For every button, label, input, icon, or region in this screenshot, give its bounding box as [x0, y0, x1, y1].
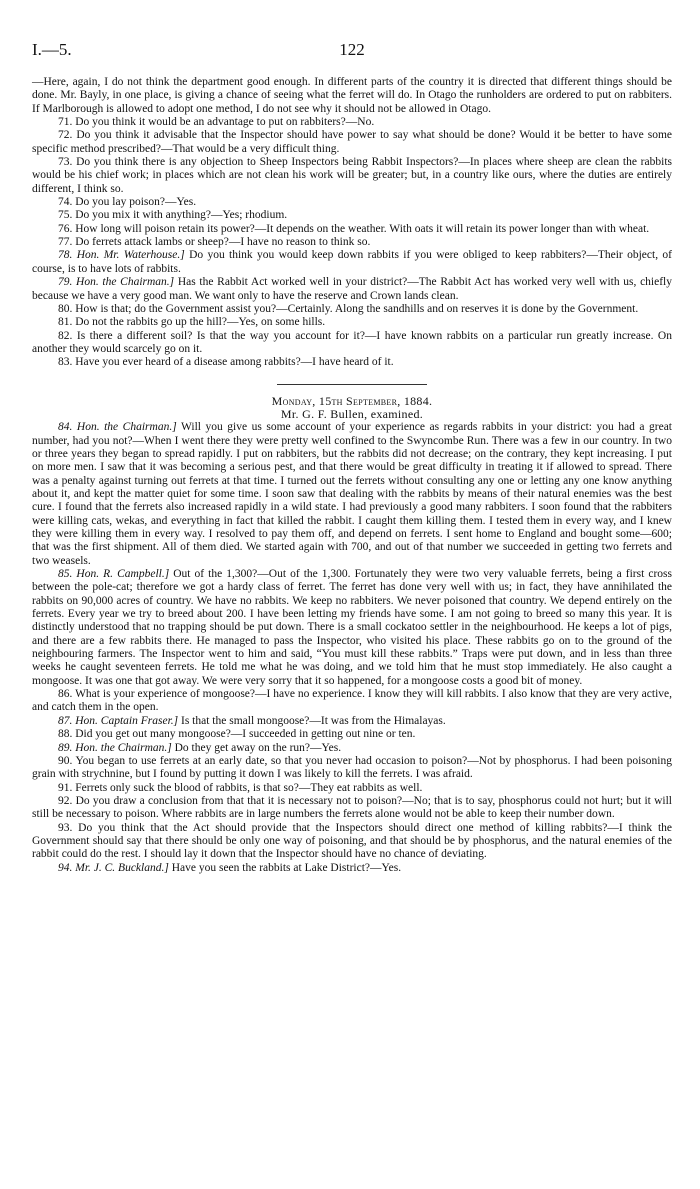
paragraph-text: 76. How long will poison retain its power?—It depends on the weather. With oats it will retain its power longer than with wheat.	[58, 222, 650, 235]
question-paragraph	[32, 196, 672, 209]
question-paragraph	[32, 688, 672, 715]
question-paragraph	[32, 76, 672, 116]
paragraph-text: 92. Do you draw a conclusion from that that it is necessary not to poison?—No; that is to say, phosphorus could not hurt; but it will still be necessary to poison. Where rabbits are in large numbers the ferrets alone would not be able to keep their number down.	[32, 794, 672, 821]
question-paragraph	[32, 862, 672, 875]
paragraph-text: Will you give us some account of your experience as regards rabbits in your district: you had a great number, had you not?—When I went there they were pretty well confined to the Swyncombe Run. There was a few in our country. In two or three years they began to spread rapidly. I put on rabbiters, but the rabbits did not decrease; on the contrary, they kept increasing. I put on more men. I saw that it was becoming a serious pest, and that there would be great difficulty in treating it if allowed to spread. There was a penalty against turning out ferrets at that time. I turned out the ferrets without consulting any one or letting any one know anything about it, and kept the matter quiet for some time. I soon saw that dealing with the rabbits by means of their natural enemies was the best cure. I found that the ferrets also increased rapidly in a wild state. I had previously a good many rabbiters. I soon found that the rabbiters were killing cats, wekas, and everything in fact that killed the rabbit. I caught them killing them. I tested them in every way, and I knew they were killing them in every way. I resolved to pay them off, and depend on ferrets. I sent home to England and bought some—600; that was the first shipment. All of them died. We started again with 700, and out of that number we succeeded in getting two ferrets and two weasels.	[32, 421, 673, 567]
paragraph-text: 86. What is your experience of mongoose?—I have no experience. I know they will kill rabbits. I also know that they are very active, and catch them in the open.	[32, 688, 672, 714]
question-paragraph	[32, 782, 672, 795]
speaker-lead: 79. Hon. the Chairman.]	[58, 276, 175, 289]
question-paragraph	[32, 356, 672, 369]
question-paragraph	[32, 129, 672, 156]
question-paragraph	[32, 822, 672, 862]
paragraph-text: Do they get away on the run?—Yes.	[171, 741, 342, 754]
speaker-lead: 94. Mr. J. C. Buckland.]	[58, 861, 169, 874]
question-paragraph	[32, 715, 672, 728]
paragraph-text: Out of the 1,300?—Out of the 1,300. Fortunately they were two very valuable ferrets, being a first cross between the pole-cat; therefore we got a hardy class of ferret. The ferret has done very well with us; in fact, they have annihilated the rabbits on 90,000 acres of country. We have no rabbits. We keep no rabbiters. We never poisoned that country. We depend entirely on the ferrets. Every year we try to breed about 200. I have been letting my friends have some. I am not going to breed so many this year. It is distinctly understood that no trapping should be put down. There is a small cockatoo settler in the neighbourhood. He keeps a lot of pigs, and there are a few rabbits there. He managed to pass the Inspector, who visited his place. These rabbits go on to the ground of the neighbouring farmers. The Inspector went to him and said, “You must kill these rabbits.” Traps were put down, and in less than three weeks he caught seventeen ferrets. He told me what he was doing, and we told him that he must stop immediately. He also caught a mongoose. It was one that got away. We were very sorry that it so happened, for a mongoose costs a good bit of money.	[32, 568, 672, 687]
question-paragraph	[32, 755, 672, 782]
question-paragraph	[32, 421, 672, 568]
question-paragraph	[32, 330, 672, 357]
paragraph-text: 88. Did you get out many mongoose?—I succeeded in getting out nine or ten.	[58, 728, 416, 741]
speaker-lead: 78. Hon. Mr. Waterhouse.]	[58, 249, 185, 262]
question-paragraph	[32, 209, 672, 222]
question-paragraph	[32, 316, 672, 329]
question-paragraph	[32, 303, 672, 316]
question-paragraph	[32, 116, 672, 129]
paragraph-text: 72. Do you think it advisable that the Inspector should have power to say what should be done? Would it be better to have some specific method prescribed?—That would be a very difficult thing.	[32, 129, 672, 155]
document-body	[32, 76, 672, 875]
question-paragraph	[32, 276, 672, 303]
page-number: 122	[339, 40, 365, 59]
page-header	[32, 40, 672, 64]
speaker-lead: 85. Hon. R. Campbell.]	[58, 568, 170, 581]
question-paragraph	[32, 568, 672, 688]
paragraph-text: 82. Is there a different soil? Is that the way you account for it?—I have known rabbits on a particular run greatly increase. On another they would scarcely go on it.	[32, 329, 672, 355]
paragraph-text: 80. How is that; do the Government assist you?—Certainly. Along the sandhills and on reserves it is done by the Government.	[58, 302, 639, 315]
paragraph-text: 90. You began to use ferrets at an early date, so that you never had occasion to poison?—Not by phosphorus. I had been poisoning grain with strychnine, but I found by putting it down I was likely to kill the ferrets. I was afraid.	[32, 754, 672, 781]
paragraph-text: Is that the small mongoose?—It was from the Himalayas.	[178, 714, 446, 727]
paragraph-text: 81. Do not the rabbits go up the hill?—Yes, on some hills.	[58, 316, 326, 329]
paragraph-text: 71. Do you think it would be an advantage to put on rabbiters?—No.	[58, 116, 375, 129]
question-paragraph	[32, 795, 672, 822]
question-paragraph	[32, 742, 672, 755]
paragraph-text: 75. Do you mix it with anything?—Yes; rhodium.	[58, 209, 288, 222]
paragraph-text: 83. Have you ever heard of a disease among rabbits?—I have heard of it.	[58, 356, 394, 369]
question-paragraph	[32, 156, 672, 196]
question-paragraph	[32, 236, 672, 249]
paragraph-text: 93. Do you think that the Act should provide that the Inspectors should direct one method of killing rabbits?—I think the Government should say that there should be only one way of poisoning, and that should be by phosphorus, and the natural enemies of the rabbit could do the rest. I should lay it down that the Inspector should have no chance of deviating.	[32, 821, 672, 861]
evidence-section-before	[32, 76, 672, 370]
evidence-section-after	[32, 421, 672, 875]
paragraph-text: Has the Rabbit Act worked well in your district?—The Rabbit Act has worked very well with us, chiefly because we have a very good man. We want only to have the reserve and Crown lands clean.	[32, 276, 672, 302]
section-divider	[277, 384, 427, 385]
speaker-lead: 84. Hon. the Chairman.]	[58, 421, 177, 434]
speaker-lead: 87. Hon. Captain Fraser.]	[58, 714, 179, 727]
paragraph-text: Do you think you would keep down rabbits if you were obliged to keep rabbiters?—Their object, of course, is to have lots of rabbits.	[32, 249, 672, 275]
session-date: Monday, 15th September, 1884.	[271, 393, 433, 408]
paragraph-text: 77. Do ferrets attack lambs or sheep?—I have no reason to think so.	[58, 236, 371, 249]
question-paragraph	[32, 728, 672, 741]
question-paragraph	[32, 223, 672, 236]
paragraph-text: 73. Do you think there is any objection to Sheep Inspectors being Rabbit Inspectors?—In places where sheep are clean the rabbits would be his chief work; in places which are not clean his work will be greater; but, in a country like ours, where the duties are entirely different, I think so.	[32, 156, 672, 195]
paragraph-text: 91. Ferrets only suck the blood of rabbits, is that so?—They eat rabbits as well.	[58, 781, 423, 794]
document-reference: I.—5.	[32, 40, 72, 59]
witness-heading: Mr. G. F. Bullen, examined.	[280, 406, 424, 421]
paragraph-text: —Here, again, I do not think the department good enough. In different parts of the country it is directed that different things should be done. Mr. Bayly, in one place, is giving a chance of seeing what the ferret will do. In Otago the runholders are ordered to put on rabbiters. If Marlborough is allowed to adopt one method, I do not see why it should not be allowed in Otago.	[32, 76, 672, 115]
speaker-lead: 89. Hon. the Chairman.]	[58, 741, 172, 754]
question-paragraph	[32, 249, 672, 276]
paragraph-text: Have you seen the rabbits at Lake District?—Yes.	[168, 861, 402, 874]
paragraph-text: 74. Do you lay poison?—Yes.	[58, 196, 197, 209]
